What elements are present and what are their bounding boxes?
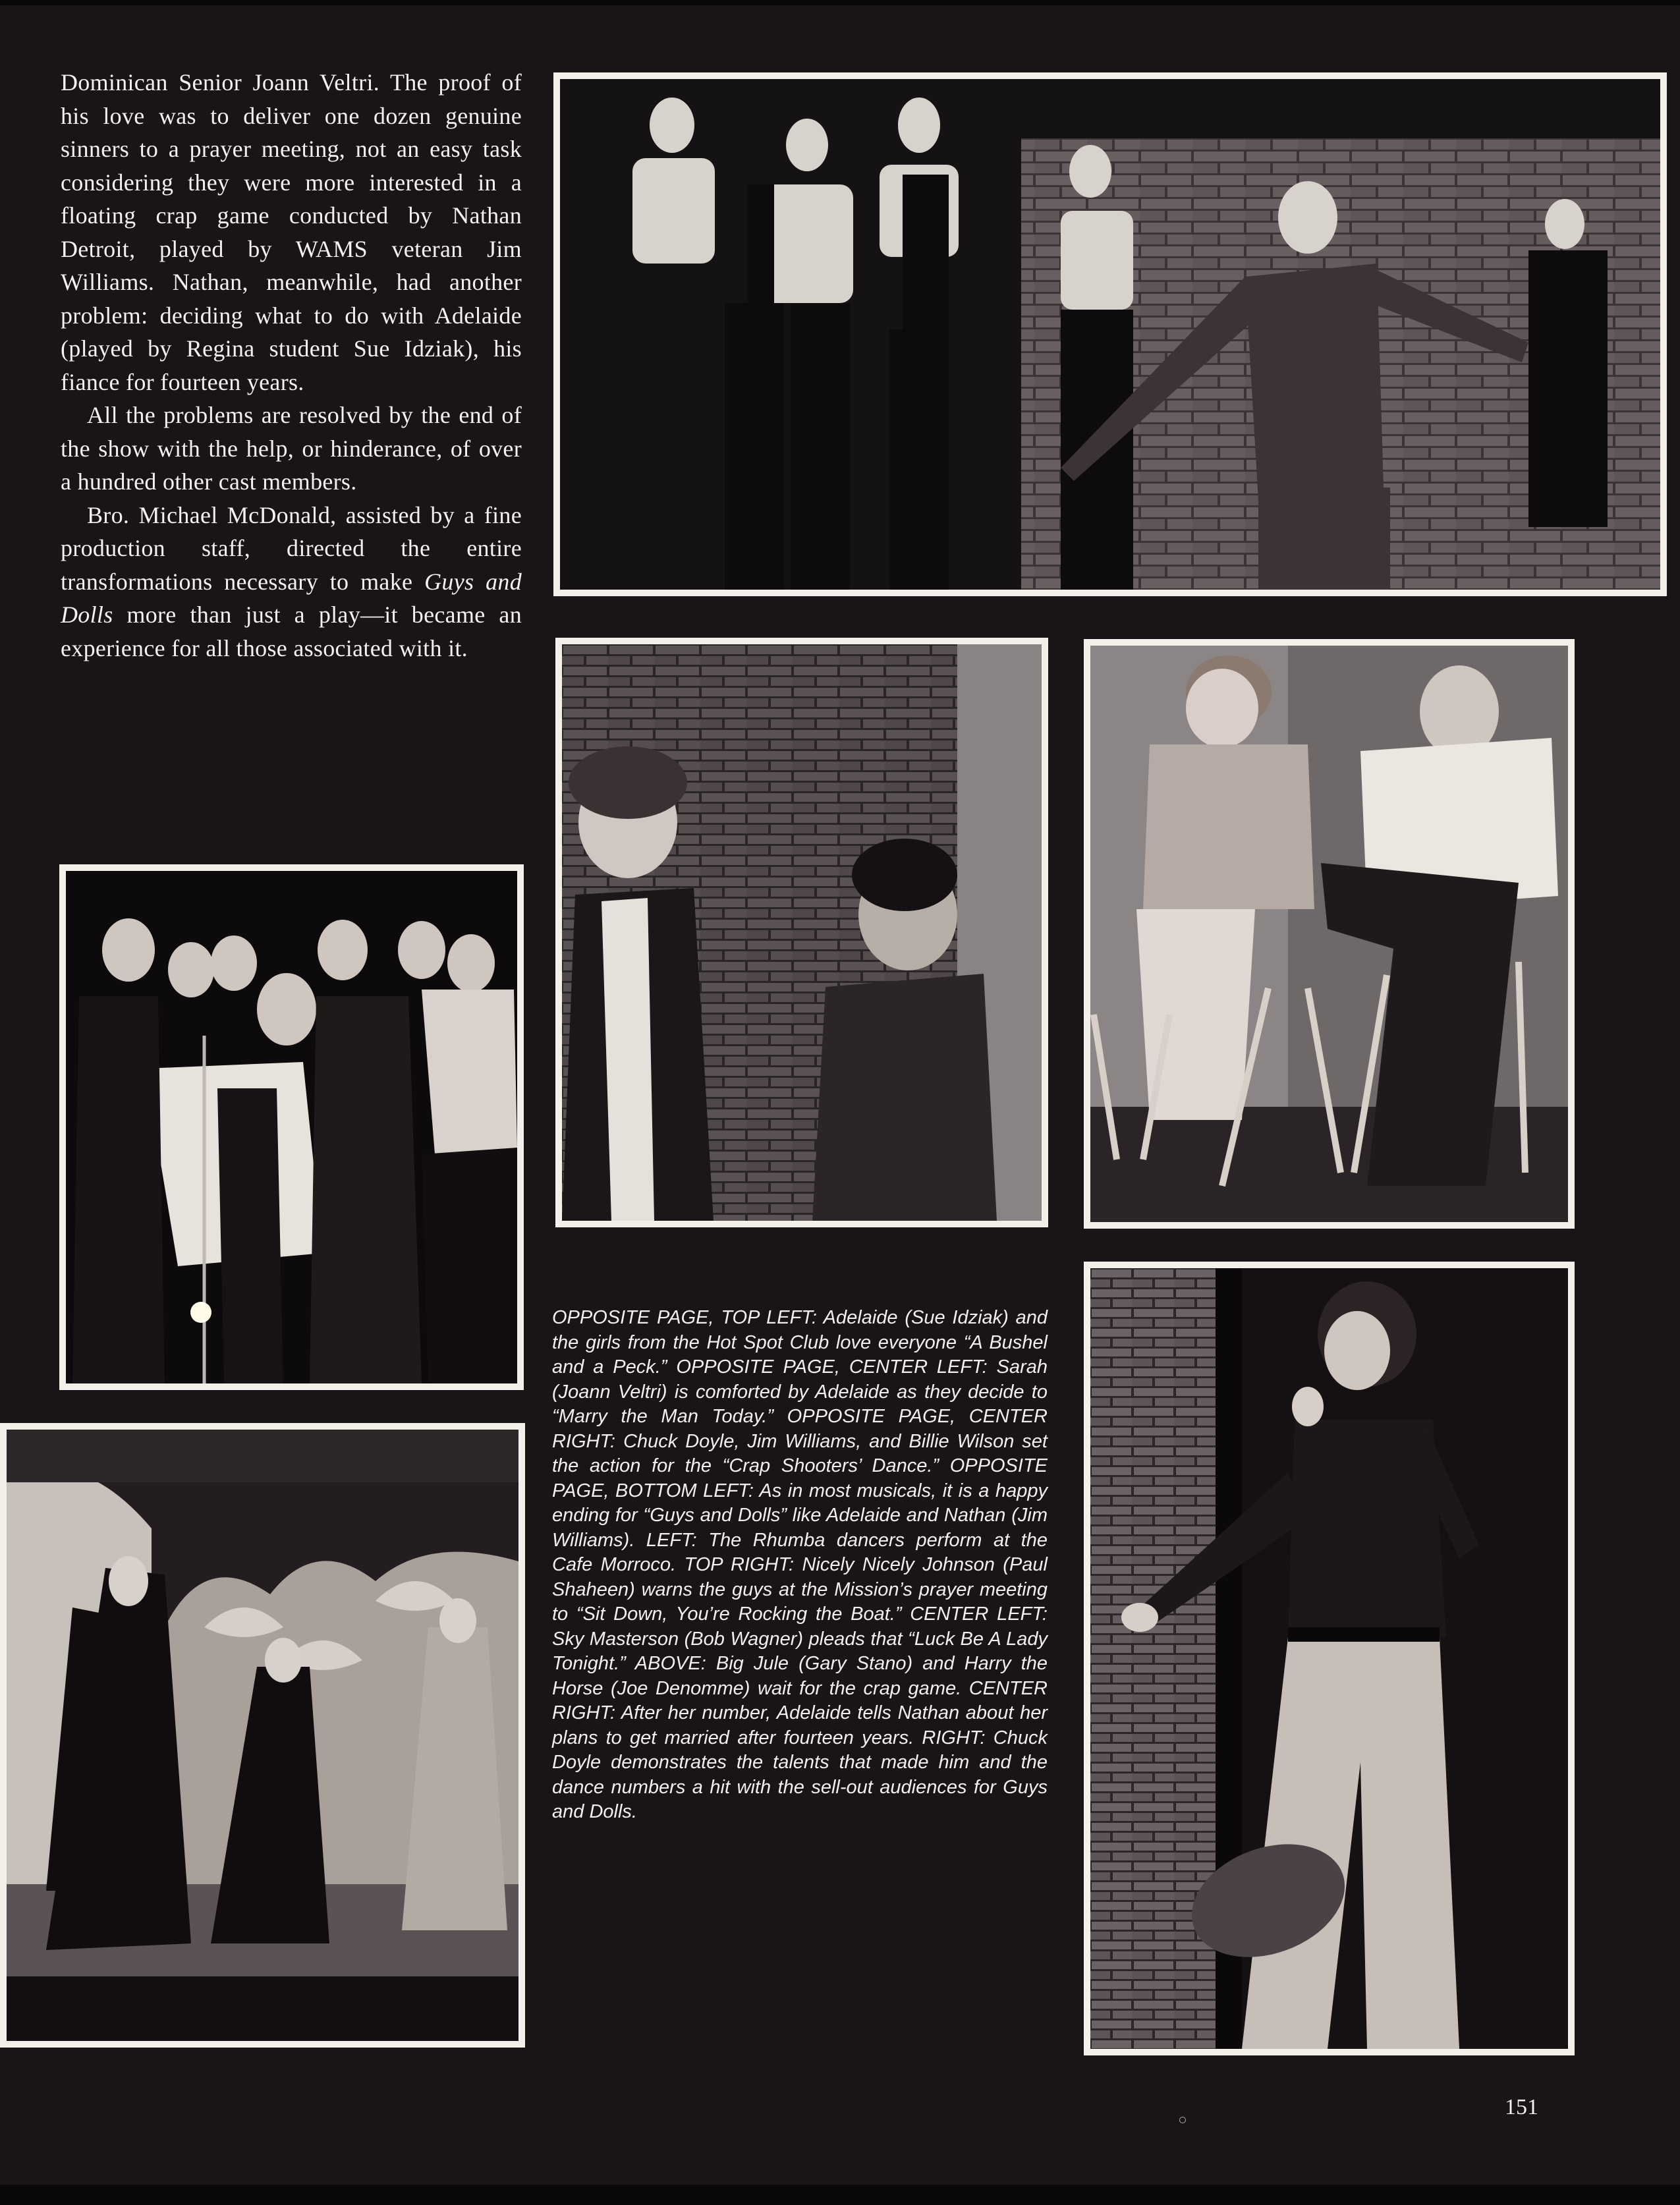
bottom-edge (0, 2185, 1680, 2205)
body-paragraph-3-end: more than just a play—it became an experience for all those associated with it. (61, 601, 522, 661)
photo-luck-be-a-lady-image (562, 644, 1042, 1221)
photo-prayer-meeting (553, 72, 1667, 596)
photo-captions: OPPOSITE PAGE, TOP LEFT: Adelaide (Sue Idziak) and the girls from the Hot Spot Club love everyone “A Bushel and a Peck.” OPPOSITE PAGE, CENTER LEFT: Sarah (Joann Veltri) is comforted by Adelaide as they decide to “Marry the Man Today.” OPPOSITE PAGE, CENTER RIGHT: Chuck Doyle, Jim Williams, and Billie Wilson set the action for the “Crap Shooters’ Dance.” OPPOSITE PAGE, BOTTOM LEFT: As in most musicals, it is a happy ending for “Guys and Dolls” like Adelaide and Nathan (Jim Williams). LEFT: The Rhumba dancers perform at the Cafe Morroco. TOP RIGHT: Nicely Nicely Johnson (Paul Shaheen) warns the guys at the Mission’s prayer meeting to “Sit Down, You’re Rocking the Boat.” CENTER LEFT: Sky Masterson (Bob Wagner) pleads that “Luck Be A Lady Tonight.” ABOVE: Big Jule (Gary Stano) and Harry the Horse (Joe Denomme) wait for the crap game. CENTER RIGHT: After her number, Adelaide tells Nathan about her plans to get married after fourteen years. RIGHT: Chuck Doyle demonstrates the talents that made him and the dance numbers a hit with the sell-out audiences for Guys and Dolls. (552, 1307, 1048, 1822)
photo-chuck-doyle-dance (1084, 1262, 1575, 2055)
photo-luck-be-a-lady (555, 638, 1048, 1227)
photo-crap-shooters-group-image (66, 871, 517, 1383)
photo-chuck-doyle-dance-image (1090, 1268, 1568, 2049)
photo-crap-shooters-group (59, 864, 524, 1390)
body-paragraph-1: Dominican Senior Joann Veltri. The proof of his love was to deliver one dozen genuine sinners to a prayer meeting, not an easy task considering they were more interested in a floating crap game conducted by Nathan Detroit, played by WAMS veteran Jim Williams. Nathan, meanwhile, had another problem: deciding what to do with Adelaide (played by Regina student Sue Idziak), his fiance for fourteen years. (61, 69, 522, 395)
top-edge (0, 0, 1680, 5)
page-number: 151 (1505, 2095, 1538, 2119)
body-text-column (61, 66, 522, 665)
page-mark (1179, 2117, 1186, 2123)
body-paragraph-3 (61, 499, 522, 665)
photo-rhumba-dancers-image (7, 1430, 518, 2041)
body-paragraph-2: All the problems are resolved by the end of the show with the help, or hinderance, of over a hundred other cast members. (61, 402, 522, 495)
photo-adelaide-nathan (1084, 639, 1575, 1229)
photo-adelaide-nathan-image (1090, 646, 1568, 1222)
show-title: Guys and Dolls (61, 568, 522, 628)
photo-rhumba-dancers (0, 1423, 525, 2048)
body-paragraph-3-start: Bro. Michael McDonald, assisted by a fine production staff, directed the entire transformations necessary to make (61, 501, 522, 595)
photo-prayer-meeting-image (560, 79, 1660, 590)
